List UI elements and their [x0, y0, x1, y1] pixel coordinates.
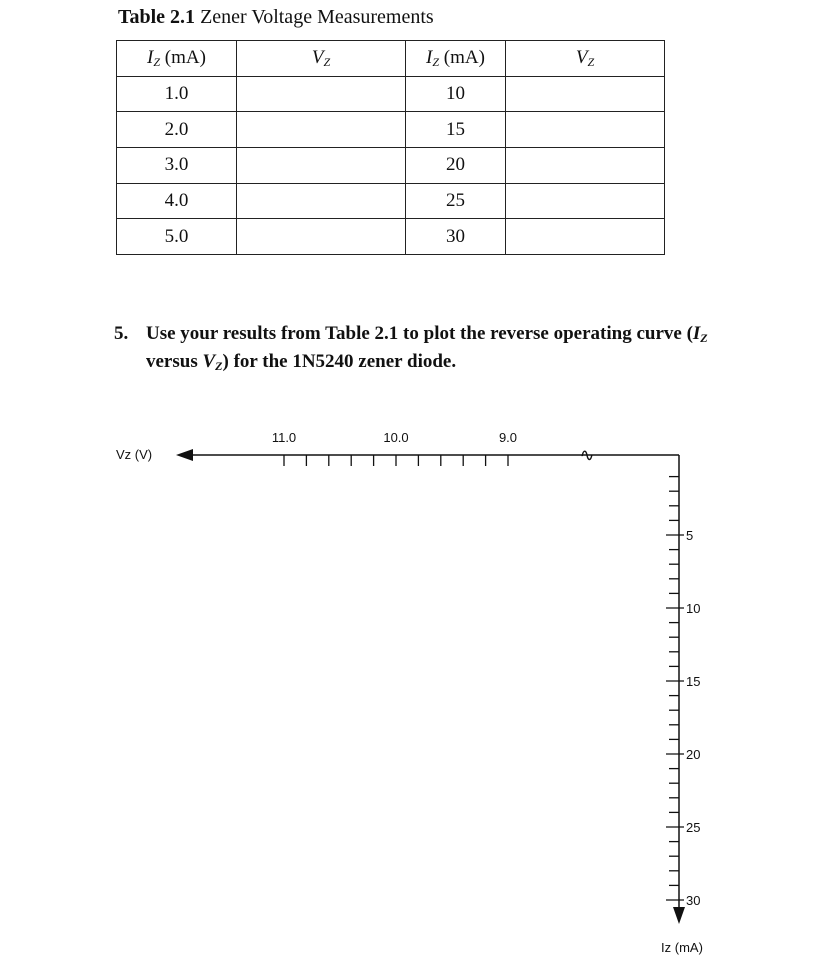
y-tick-label: 10	[686, 601, 701, 616]
cell-iz: 10	[406, 76, 506, 112]
cell-iz: 20	[406, 147, 506, 183]
x-axis-label: Vz (V)	[116, 447, 153, 462]
y-tick-label: 25	[686, 820, 701, 835]
y-tick-label: 5	[686, 528, 694, 543]
y-axis-arrow-icon	[673, 907, 685, 924]
y-tick-label: 20	[686, 747, 701, 762]
y-tick-label: 15	[686, 674, 701, 689]
y-ticks	[666, 477, 700, 908]
table-caption-label: Table 2.1	[118, 6, 196, 28]
x-tick-label: 9.0	[498, 430, 518, 445]
cell-iz: 30	[406, 219, 506, 255]
cell-iz: 2.0	[117, 112, 237, 148]
header-iz-1: $I_Z$ (mA)	[117, 41, 237, 77]
header-iz-2: $I_Z$ (mA)	[406, 41, 506, 77]
table-caption-title: Zener Voltage Measurements	[195, 6, 434, 28]
x-ticks	[272, 430, 517, 466]
cell-iz: 25	[406, 183, 506, 219]
cell-iz: 1.0	[117, 76, 237, 112]
cell-iz: 5.0	[117, 219, 237, 255]
y-axis-label: Iz (mA)	[661, 940, 703, 955]
x-tick-label: 11.0	[271, 430, 297, 445]
question-text: Use your results from Table 2.1 to plot the reverse operating curve ($I_Z$ versus $V_Z$) for the 1N5240 zener diode.	[146, 323, 708, 373]
header-vz-1: $V_Z$	[237, 41, 406, 77]
cell-iz: 3.0	[117, 147, 237, 183]
x-axis-arrow-icon	[176, 449, 193, 461]
question-number: 5.	[114, 323, 129, 344]
axis-break-icon: ∿	[579, 445, 595, 465]
x-tick-label: 10.0	[383, 430, 409, 445]
cell-iz: 4.0	[117, 183, 237, 219]
cell-iz: 15	[406, 112, 506, 148]
header-vz-2: $V_Z$	[506, 41, 665, 77]
y-tick-label: 30	[686, 893, 701, 908]
